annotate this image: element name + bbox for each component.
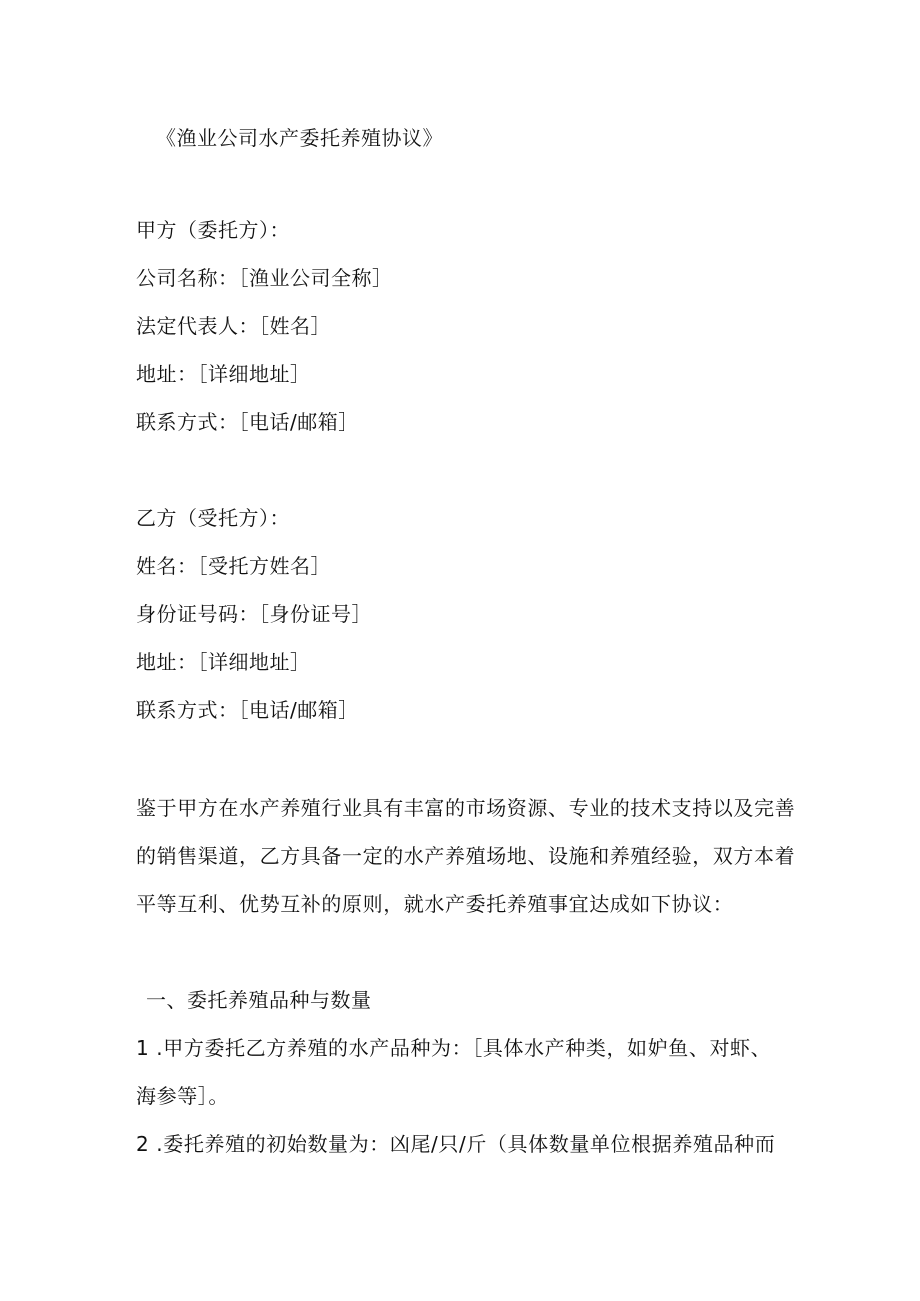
party-a-legal-rep: 法定代表人：［姓名］: [136, 314, 331, 338]
section-1-item-2-line-1: 2 .委托养殖的初始数量为：凶尾/只/斤（具体数量单位根据养殖品种而: [136, 1132, 776, 1156]
document-title: 《渔业公司水产委托养殖协议》: [156, 126, 443, 150]
party-b-heading: 乙方（受托方）：: [136, 506, 290, 530]
section-1-item-1-line-1: 1 .甲方委托乙方养殖的水产品种为：［具体水产种类，如妒鱼、对虾、: [136, 1036, 772, 1060]
party-b-name: 姓名：［受托方姓名］: [136, 554, 331, 578]
preamble-line-3: 平等互利、优势互补的原则，就水产委托养殖事宜达成如下协议：: [136, 892, 734, 916]
party-a-heading: 甲方（委托方）：: [136, 218, 290, 242]
party-b-contact: 联系方式：［电话/邮箱］: [136, 698, 359, 722]
party-b-id-number: 身份证号码：［身份证号］: [136, 602, 372, 626]
party-a-company-name: 公司名称：［渔业公司全称］: [136, 266, 393, 290]
party-a-address: 地址：［详细地址］: [136, 362, 311, 386]
party-a-contact: 联系方式：［电话/邮箱］: [136, 410, 359, 434]
preamble-line-1: 鉴于甲方在水产养殖行业具有丰富的市场资源、专业的技术支持以及完善: [136, 796, 796, 820]
party-b-address: 地址：［详细地址］: [136, 650, 311, 674]
section-1-heading: 一、委托养殖品种与数量: [146, 988, 372, 1012]
preamble-line-2: 的销售渠道，乙方具备一定的水产养殖场地、设施和养殖经验，双方本着: [136, 844, 796, 868]
section-1-item-1-line-2: 海参等］。: [136, 1084, 229, 1108]
